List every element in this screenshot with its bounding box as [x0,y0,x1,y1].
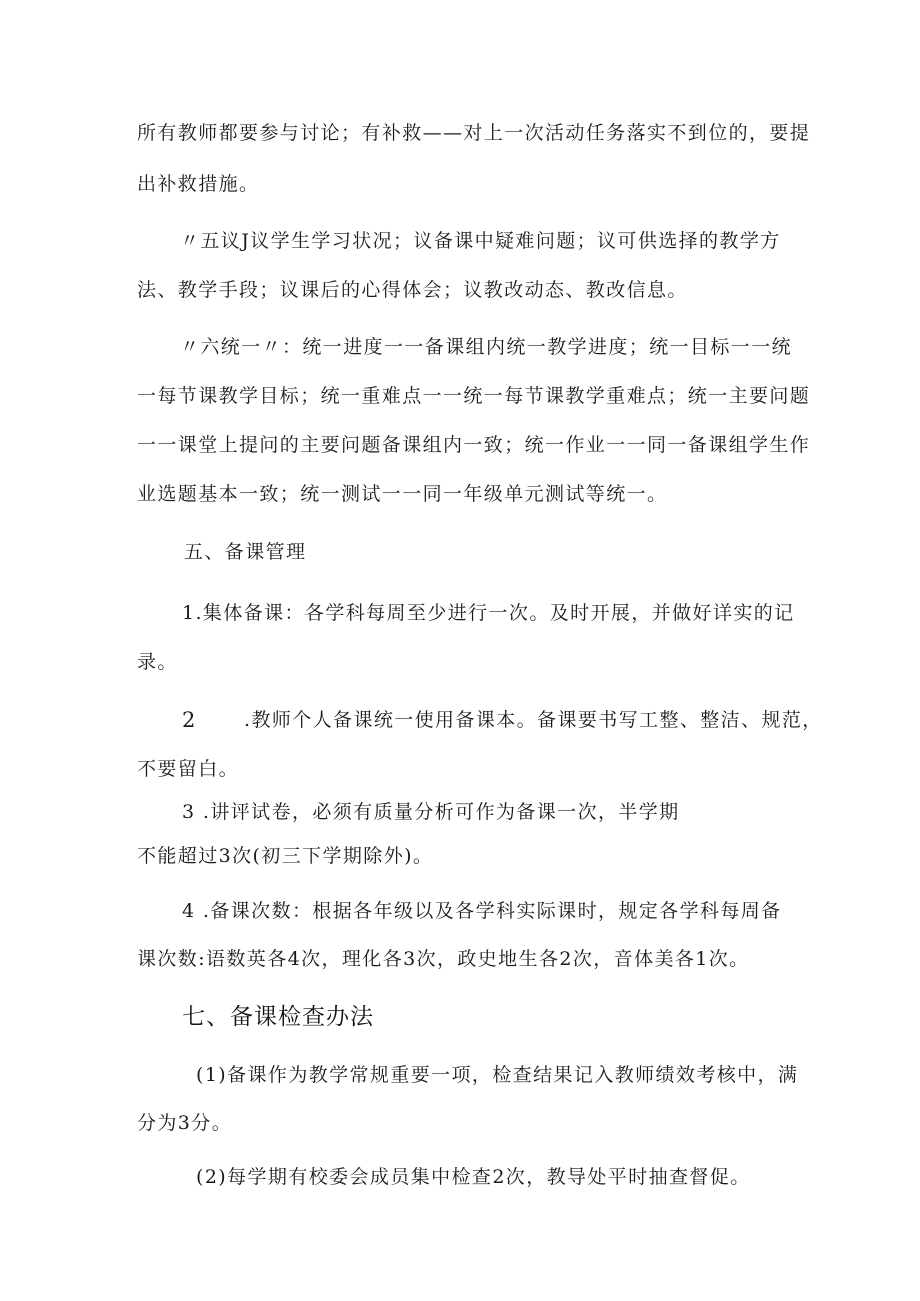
list-item-line: 录。 [137,651,178,673]
list-item-line: 分为3分。 [137,1112,233,1134]
paragraph-line: 出补救措施。 [137,173,260,195]
list-item-line: 不要留白。 [137,758,240,780]
paragraph-line: 一一课堂上提问的主要问题备课组内一致；统一作业一一同一备课组学生作 [137,434,811,456]
paragraph-line: 〃六统一〃：统一进度一一备课组内统一教学进度；统一目标一一统 [180,336,793,358]
list-item-line: (2)每学期有校委会成员集中检查2次，教导处平时抽查督促。 [196,1166,751,1188]
list-item-line: 课次数:语数英各4次，理化各3次，政史地生各2次，音体美各1次。 [137,948,750,970]
paragraph-line: 所有教师都要参与讨论；有补救——对上一次活动任务落实不到位的，要提 [137,122,811,144]
paragraph-line: 〃五议J议学生学习状况；议备课中疑难问题；议可供选择的教学方 [180,230,781,252]
list-item-line: (1)备课作为教学常规重要一项，检查结果记入教师绩效考核中，满 [196,1064,799,1086]
list-item-line: .教师个人备课统一使用备课本。备课要书写工整、整洁、规范， [244,709,823,731]
list-item-line: 3 .讲评试卷，必须有质量分析可作为备课一次，半学期 [182,801,680,823]
paragraph-line: 法、教学手段；议课后的心得体会；议教改动态、教改信息。 [137,279,688,301]
list-item-line: 1.集体备课：各学科每周至少进行一次。及时开展，并做好详实的记 [182,602,795,624]
paragraph-line: 业选题基本一致；统一测试一一同一年级单元测试等统一。 [137,483,668,505]
paragraph-line: 一每节课教学目标；统一重难点一一统一每节课教学重难点；统一主要问题 [137,385,811,407]
list-item-line: 不能超过3次(初三下学期除外)。 [137,845,434,867]
list-item-number: 2 [182,708,197,732]
section-title-7: 七、备课检查办法 [182,1004,374,1030]
section-title-5: 五、备课管理 [184,541,307,563]
list-item-line: 4 .备课次数：根据各年级以及各学科实际课时，规定各学科每周备 [182,900,782,922]
